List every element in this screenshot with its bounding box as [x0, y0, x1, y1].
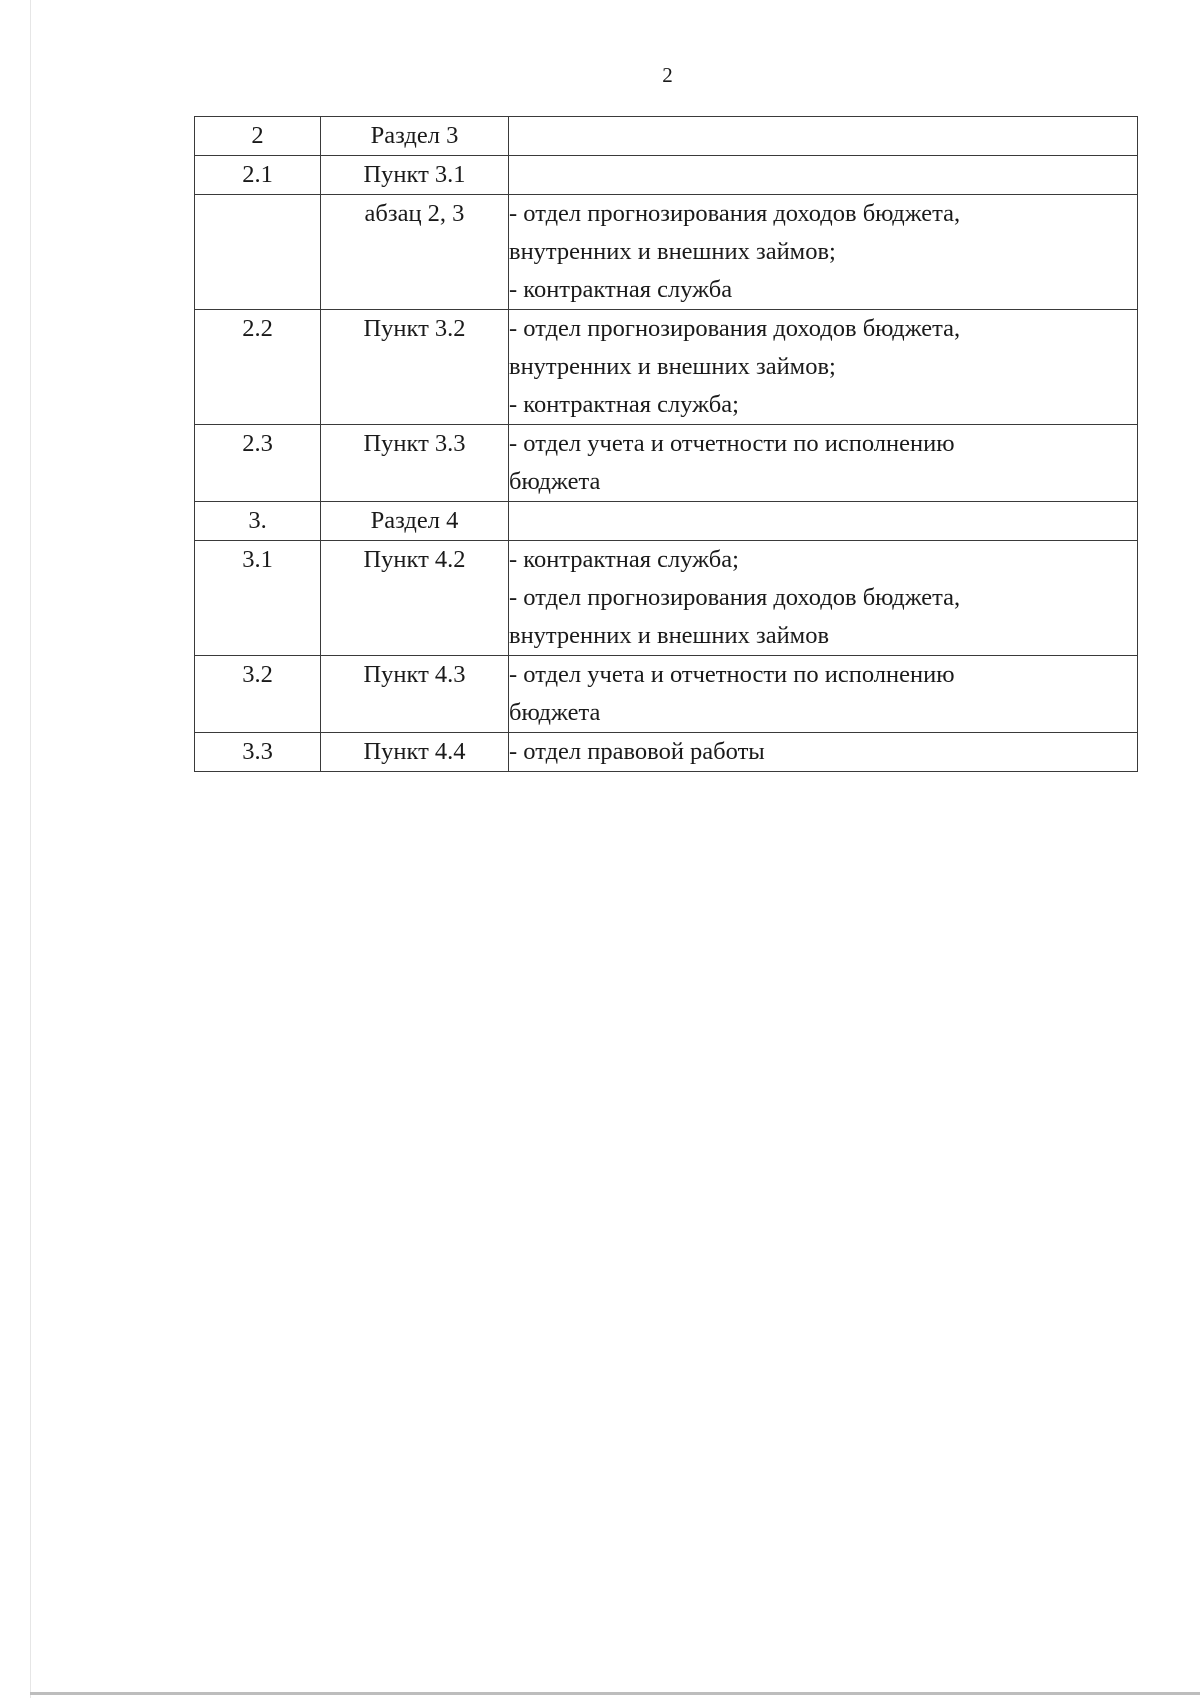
- department-line: - контрактная служба;: [509, 546, 739, 573]
- department-line: - отдел прогнозирования доходов бюджета,: [509, 315, 961, 342]
- table-row: [195, 733, 1138, 772]
- item-number-cell: 2.3: [195, 425, 321, 502]
- page-number: 2: [662, 63, 673, 87]
- item-number-cell: [195, 195, 321, 310]
- section-cell: абзац 2, 3: [321, 195, 509, 310]
- item-number-cell: 3.: [195, 502, 321, 541]
- section-cell: Пункт 3.3: [321, 425, 509, 502]
- responsible-department-cell: [509, 656, 1138, 733]
- section-cell: Раздел 4: [321, 502, 509, 541]
- section-cell: Пункт 3.1: [321, 156, 509, 195]
- responsible-department-cell: [509, 156, 1138, 195]
- department-line: - отдел учета и отчетности по исполнению: [509, 661, 955, 688]
- responsible-department-cell: [509, 117, 1138, 156]
- item-number-cell: 2.1: [195, 156, 321, 195]
- responsible-department-cell: [509, 733, 1138, 772]
- scan-edge-left: [30, 0, 31, 1698]
- scan-edge-bottom: [30, 1692, 1200, 1695]
- department-line: - отдел прогнозирования доходов бюджета,: [509, 584, 961, 611]
- table-row: [195, 310, 1138, 425]
- table-row: [195, 541, 1138, 656]
- responsible-department-cell: [509, 425, 1138, 502]
- item-number-cell: 3.1: [195, 541, 321, 656]
- table-row: [195, 502, 1138, 541]
- item-number-cell: 3.2: [195, 656, 321, 733]
- section-cell: Пункт 4.3: [321, 656, 509, 733]
- department-line: - отдел прогнозирования доходов бюджета,: [509, 200, 961, 227]
- table-row: [195, 195, 1138, 310]
- department-line: внутренних и внешних займов;: [509, 238, 836, 265]
- section-cell: Пункт 3.2: [321, 310, 509, 425]
- responsible-department-cell: [509, 195, 1138, 310]
- department-line: внутренних и внешних займов: [509, 622, 830, 649]
- section-cell: Пункт 4.2: [321, 541, 509, 656]
- responsible-department-cell: [509, 541, 1138, 656]
- section-cell: Пункт 4.4: [321, 733, 509, 772]
- table-row: [195, 117, 1138, 156]
- department-line: - контрактная служба: [509, 276, 733, 303]
- department-line: внутренних и внешних займов;: [509, 353, 836, 380]
- department-line: бюджета: [509, 468, 601, 495]
- table-row: [195, 425, 1138, 502]
- table-row: [195, 656, 1138, 733]
- section-cell: Раздел 3: [321, 117, 509, 156]
- department-line: бюджета: [509, 699, 601, 726]
- department-line: - отдел учета и отчетности по исполнению: [509, 430, 955, 457]
- item-number-cell: 3.3: [195, 733, 321, 772]
- table-body: [195, 117, 1138, 772]
- responsibility-table: [194, 116, 1138, 772]
- item-number-cell: 2: [195, 117, 321, 156]
- table-row: [195, 156, 1138, 195]
- department-line: - контрактная служба;: [509, 391, 739, 418]
- department-line: - отдел правовой работы: [509, 738, 765, 765]
- item-number-cell: 2.2: [195, 310, 321, 425]
- responsible-department-cell: [509, 502, 1138, 541]
- responsible-department-cell: [509, 310, 1138, 425]
